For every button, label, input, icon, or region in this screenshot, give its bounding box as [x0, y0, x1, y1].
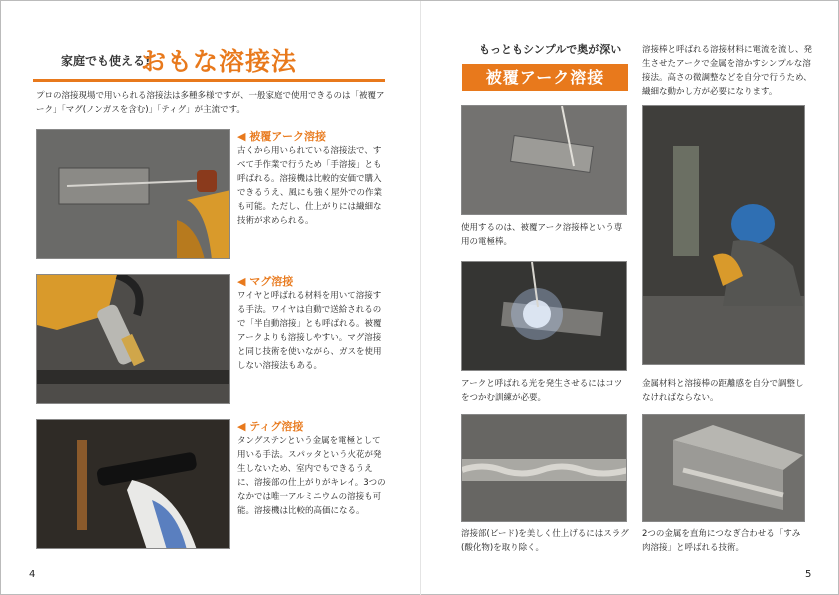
right-page-title: 被覆アーク溶接 — [462, 64, 628, 91]
right-kicker: もっともシンプルで奥が深い — [479, 43, 622, 56]
photo-stick-welding — [36, 129, 230, 259]
photo-fillet-weld — [642, 414, 805, 522]
title-rule — [33, 79, 385, 82]
page-gutter — [420, 1, 421, 595]
left-lead-text: プロの溶接現場で用いられる溶接法は多種多様ですが、一般家庭で使用できるのは「被覆アーク」「マグ(ノンガスを含む)」「ティグ」が主流です。 — [36, 91, 385, 115]
photo-welder-at-work-illustration — [643, 106, 805, 365]
caption-distance: 金属材料と溶接棒の距離感を自分で調整しなければならない。 — [642, 379, 804, 403]
page-number-right: 5 — [805, 569, 812, 580]
photo-weld-bead-illustration — [462, 415, 627, 522]
photo-arc-spark-illustration — [462, 262, 627, 371]
caption-fillet: 2つの金属を直角につなぎ合わせる「すみ肉溶接」と呼ばれる技術。 — [642, 529, 801, 553]
caption-bead: 溶接部(ビード)を美しく仕上げるにはスラグ(酸化物)を取り除く。 — [461, 529, 629, 553]
section-heading-mag: ◀ マグ溶接 — [237, 275, 294, 288]
right-lead-text: 溶接棒と呼ばれる溶接材料に電流を流し、発生させたアークで金属を溶かすシンプルな溶接法。高さの微調整などを自分で行うため、繊細な動かし方が必要になります。 — [642, 45, 813, 97]
photo-tig-welding — [36, 419, 230, 549]
section-body-mag: ワイヤと呼ばれる材料を用いて溶接する手法。ワイヤは自動で送給されるので「半自動溶接」とも呼ばれる。被覆アークよりも溶接しやすい。マグ溶接と同じ技術を使いながら、ガスを使用しない溶接法もある。 — [237, 291, 382, 371]
photo-electrode-rod-illustration — [462, 106, 627, 215]
caption-arc: アークと呼ばれる光を発生させるにはコツをつかむ訓練が必要。 — [461, 379, 623, 403]
section-body-tig: タングステンという金属を電極として用いる手法。スパッタという火花が発生しないため、室内でもできるうえに、溶接部の仕上がりがキレイ。3つのなかでは唯一アルミニウムの溶接も可能。溶接機は比較的高価になる。 — [237, 436, 386, 516]
photo-welder-at-work — [642, 105, 805, 365]
photo-electrode-rod — [461, 105, 627, 215]
page-number-left: 4 — [29, 569, 36, 580]
photo-fillet-weld-illustration — [643, 415, 805, 522]
left-kicker: 家庭でも使える! — [61, 54, 151, 68]
photo-tig-welding-illustration — [37, 420, 230, 549]
photo-mag-welding — [36, 274, 230, 404]
photo-weld-bead — [461, 414, 627, 522]
photo-stick-welding-illustration — [37, 130, 230, 259]
section-heading-hifuku: ◀ 被覆アーク溶接 — [237, 130, 326, 143]
section-body-hifuku: 古くから用いられている溶接法で、すべて手作業で行うため「手溶接」とも呼ばれる。溶接機は比較的安価で購入できるうえ、風にも強く屋外での作業も可能。ただし、仕上がりには繊細な技術が求められる。 — [237, 146, 383, 226]
left-page-title: おもな溶接法 — [141, 47, 298, 76]
caption-electrode: 使用するのは、被覆アーク溶接棒という専用の電極棒。 — [461, 223, 623, 247]
photo-mag-welding-illustration — [37, 275, 230, 404]
section-heading-tig: ◀ ティグ溶接 — [237, 420, 304, 433]
photo-arc-spark — [461, 261, 627, 371]
